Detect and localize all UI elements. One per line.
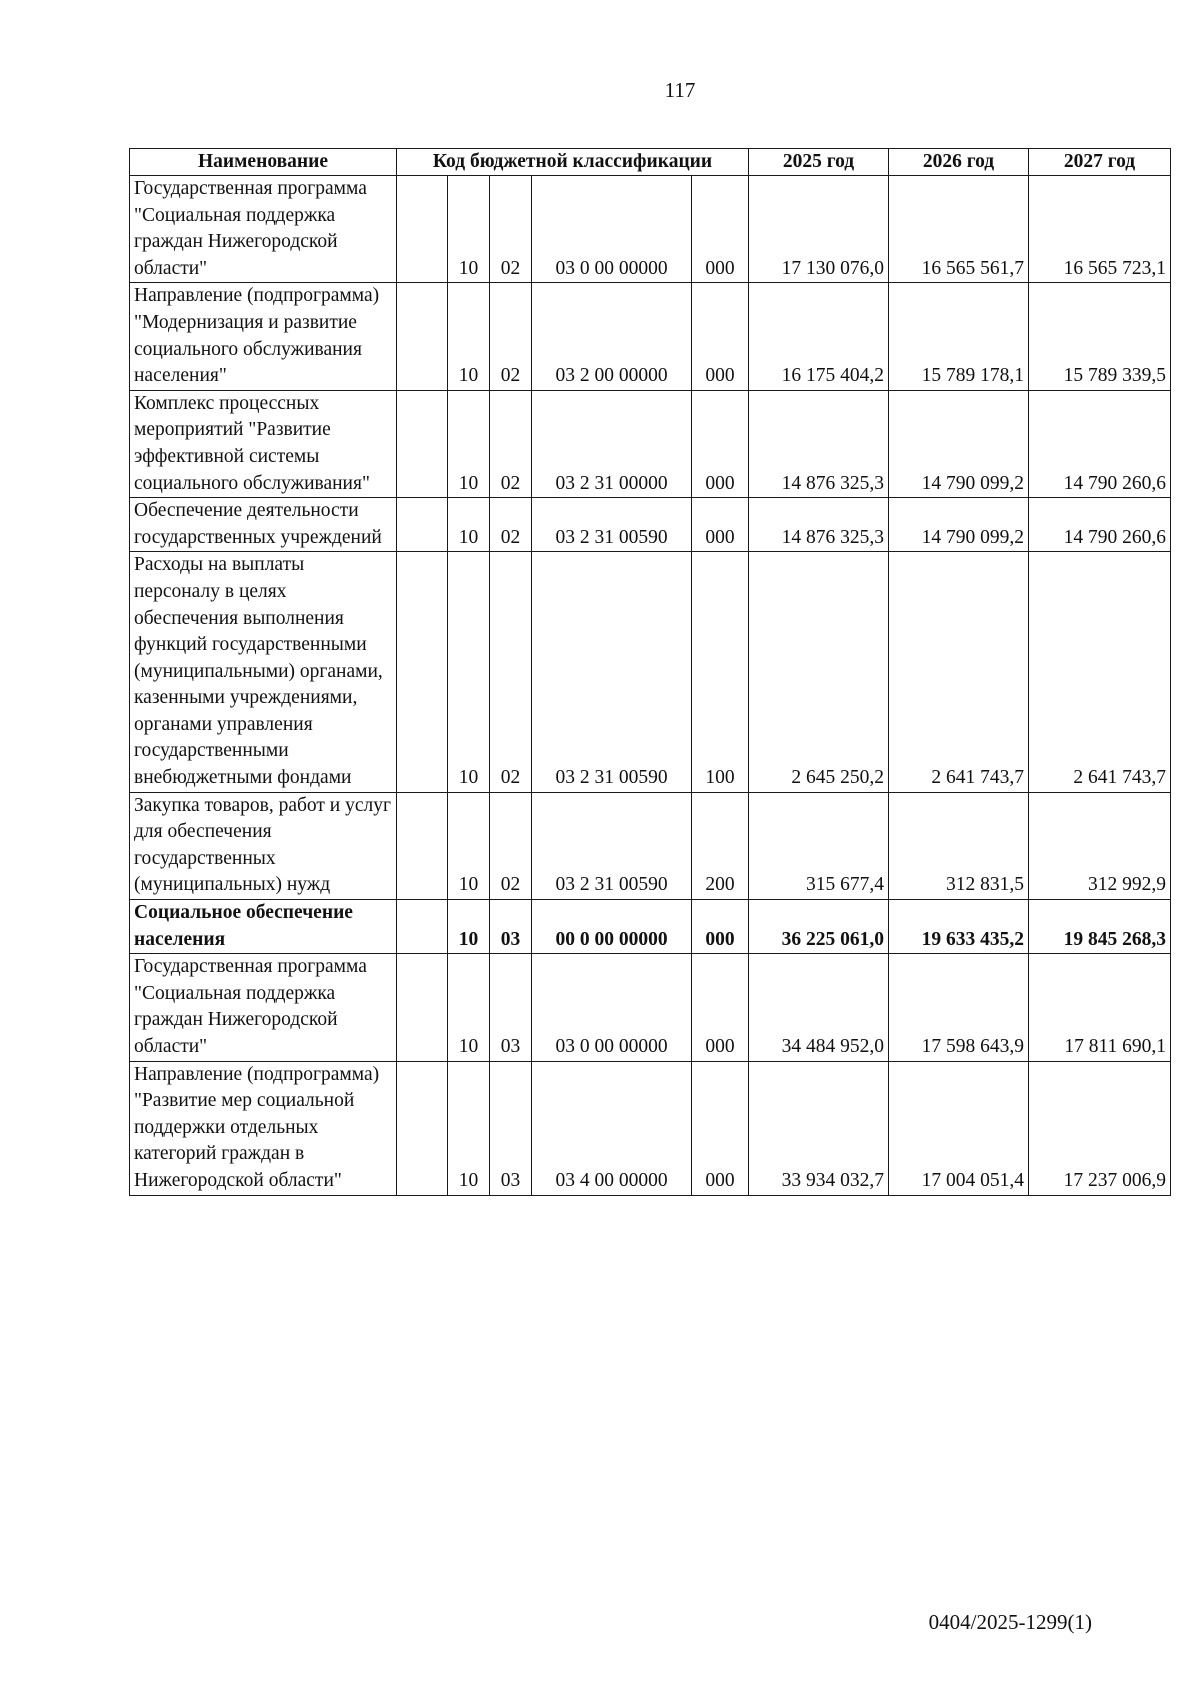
value-2027: 19 845 268,3 [1029,900,1171,954]
code-subsection: 03 [490,900,532,954]
code-target-article: 03 2 31 00590 [532,792,692,899]
code-part-1 [397,900,448,954]
value-2025: 36 225 061,0 [749,900,889,954]
table-row [130,552,1171,792]
value-2025: 33 934 032,7 [749,1061,889,1195]
value-2027: 16 565 723,1 [1029,176,1171,283]
value-2025: 315 677,4 [749,792,889,899]
code-expense-type: 000 [692,954,749,1061]
code-section: 10 [448,283,490,390]
code-expense-type: 100 [692,552,749,792]
code-subsection: 02 [490,283,532,390]
code-section: 10 [448,954,490,1061]
value-2027: 17 811 690,1 [1029,954,1171,1061]
code-expense-type: 000 [692,900,749,954]
value-2026: 2 641 743,7 [889,552,1029,792]
table-row [130,176,1171,283]
value-2026: 17 598 643,9 [889,954,1029,1061]
code-subsection: 02 [490,552,532,792]
value-2027: 17 237 006,9 [1029,1061,1171,1195]
value-2027: 2 641 743,7 [1029,552,1171,792]
code-target-article: 03 2 31 00590 [532,498,692,552]
value-2026: 19 633 435,2 [889,900,1029,954]
value-2025: 34 484 952,0 [749,954,889,1061]
value-2026: 17 004 051,4 [889,1061,1029,1195]
code-expense-type: 000 [692,390,749,497]
code-expense-type: 000 [692,283,749,390]
row-name: Направление (подпрограмма) "Развитие мер социальной поддержки отдельных категорий граждан в Нижегородской области" [130,1061,397,1195]
code-part-1 [397,283,448,390]
code-target-article: 03 2 31 00590 [532,552,692,792]
code-target-article: 03 0 00 00000 [532,176,692,283]
budget-table-container [129,148,1170,1196]
value-2026: 16 565 561,7 [889,176,1029,283]
code-part-1 [397,1061,448,1195]
row-name: Социальное обеспечение населения [130,900,397,954]
code-target-article: 03 2 00 00000 [532,283,692,390]
header-name: Наименование [130,149,397,176]
value-2025: 2 645 250,2 [749,552,889,792]
code-expense-type: 000 [692,1061,749,1195]
header-2025: 2025 год [749,149,889,176]
table-row [130,954,1171,1061]
table-row [130,283,1171,390]
page-number: 117 [664,78,696,102]
header-2027: 2027 год [1029,149,1171,176]
value-2026: 312 831,5 [889,792,1029,899]
code-section: 10 [448,792,490,899]
row-name: Комплекс процессных мероприятий "Развитие эффективной системы социального обслуживания" [130,390,397,497]
code-part-1 [397,954,448,1061]
value-2025: 14 876 325,3 [749,390,889,497]
code-target-article: 00 0 00 00000 [532,900,692,954]
code-subsection: 02 [490,390,532,497]
value-2025: 16 175 404,2 [749,283,889,390]
row-name: Расходы на выплаты персоналу в целях обеспечения выполнения функций государственными (муниципальными) органами, казенными учреждениями, органами управления государственными внебюджетными фондами [130,552,397,792]
table-row [130,390,1171,497]
value-2025: 17 130 076,0 [749,176,889,283]
row-name: Государственная программа "Социальная поддержка граждан Нижегородской области" [130,176,397,283]
code-target-article: 03 4 00 00000 [532,1061,692,1195]
code-section: 10 [448,1061,490,1195]
code-subsection: 02 [490,176,532,283]
code-part-1 [397,792,448,899]
value-2027: 312 992,9 [1029,792,1171,899]
budget-table [129,148,1171,1196]
value-2026: 14 790 099,2 [889,498,1029,552]
value-2027: 14 790 260,6 [1029,498,1171,552]
row-name: Направление (подпрограмма) "Модернизация и развитие социального обслуживания населения" [130,283,397,390]
value-2026: 14 790 099,2 [889,390,1029,497]
value-2025: 14 876 325,3 [749,498,889,552]
code-expense-type: 000 [692,176,749,283]
code-subsection: 02 [490,792,532,899]
document-registration-code: 0404/2025-1299(1) [928,1610,1092,1634]
value-2027: 15 789 339,5 [1029,283,1171,390]
row-name: Обеспечение деятельности государственных учреждений [130,498,397,552]
header-code: Код бюджетной классификации [397,149,749,176]
table-row-section-total [130,900,1171,954]
value-2027: 14 790 260,6 [1029,390,1171,497]
code-part-1 [397,390,448,497]
value-2026: 15 789 178,1 [889,283,1029,390]
code-section: 10 [448,552,490,792]
code-part-1 [397,552,448,792]
code-target-article: 03 2 31 00000 [532,390,692,497]
code-target-article: 03 0 00 00000 [532,954,692,1061]
code-expense-type: 200 [692,792,749,899]
header-2026: 2026 год [889,149,1029,176]
table-row [130,498,1171,552]
code-part-1 [397,498,448,552]
code-subsection: 03 [490,1061,532,1195]
code-section: 10 [448,900,490,954]
code-section: 10 [448,390,490,497]
code-section: 10 [448,498,490,552]
code-subsection: 02 [490,498,532,552]
table-header-row [130,149,1171,176]
row-name: Государственная программа "Социальная поддержка граждан Нижегородской области" [130,954,397,1061]
table-row [130,792,1171,899]
table-row [130,1061,1171,1195]
code-part-1 [397,176,448,283]
code-subsection: 03 [490,954,532,1061]
row-name: Закупка товаров, работ и услуг для обеспечения государственных (муниципальных) нужд [130,792,397,899]
code-expense-type: 000 [692,498,749,552]
code-section: 10 [448,176,490,283]
